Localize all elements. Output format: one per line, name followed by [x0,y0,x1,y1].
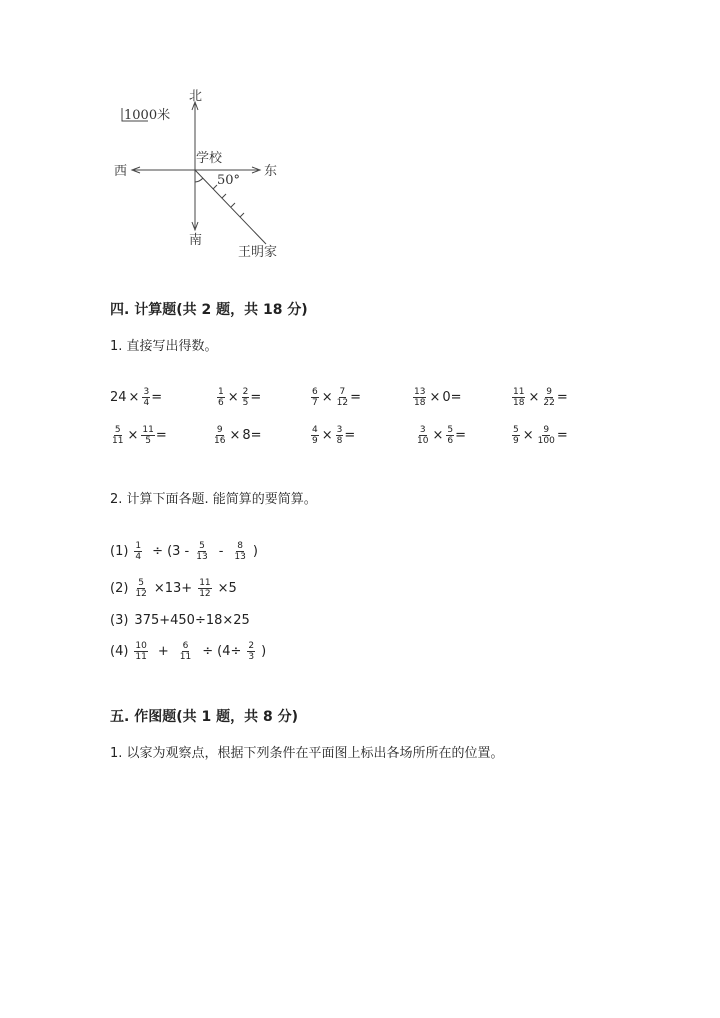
calc-problem-1 [110,541,258,562]
equals: = [350,390,361,405]
fraction [336,425,344,446]
problem-label: (4) [110,644,129,659]
calc-problem-3 [110,613,250,628]
operator: × [522,428,534,443]
fraction [413,387,426,408]
equals: = [450,390,462,405]
fraction [336,387,349,408]
south-label: 南 [189,233,203,248]
denominator: 13 [196,552,208,562]
equals: = [155,428,167,443]
operand: ×5 [217,581,237,596]
operator: × [229,428,241,443]
operator: - [218,544,224,559]
fraction [111,425,124,446]
problem-label: (1) [110,544,129,559]
numerator: 11 [142,425,154,435]
fraction [311,425,319,446]
denominator: 4 [135,552,142,562]
denominator: 100 [537,436,555,446]
numerator: 6 [182,641,189,651]
expression-r1-4 [412,387,462,408]
denominator: 22 [543,398,555,408]
denominator: 11 [179,652,192,662]
fraction [416,425,429,446]
fraction [233,541,246,562]
denominator: 12 [135,589,147,599]
operand: ×13+ [153,581,193,596]
equals: = [556,390,568,405]
fraction [134,641,147,662]
numerator: 5 [199,541,205,551]
scale-label: 1000米 [124,108,171,123]
operator: × [321,390,333,405]
operator: × [528,390,540,405]
equals: = [151,390,163,405]
scale-tick [231,203,235,207]
operand: 0 [442,390,451,405]
numerator: 7 [339,387,346,397]
operator: × [432,428,444,443]
numerator: 5 [138,578,145,588]
denominator: 9 [312,436,318,446]
numerator: 1 [218,387,224,397]
fraction [179,641,192,662]
operator: × [227,390,239,405]
direction-map-svg [108,86,298,262]
expression-r1-1 [110,387,162,408]
expression-r2-5 [511,425,568,446]
expression-r1-3 [310,387,361,408]
fraction [446,425,454,446]
denominator: 13 [234,552,246,562]
section5-q1: 1. 以家为观察点，根据下列条件在平面图上标出各场所所在的位置。 [110,746,504,761]
east-label: 东 [264,164,278,179]
fraction [141,425,154,446]
denominator: 9 [513,436,519,446]
denominator: 11 [135,652,147,662]
angle-arc [195,178,203,182]
scale-tick [240,213,244,217]
denominator: 5 [242,398,249,408]
problem-label: (2) [110,581,129,596]
operand: (4÷ [217,644,242,659]
fraction [512,425,520,446]
fraction [213,425,226,446]
operator: + [157,644,169,659]
operator: × [429,390,441,405]
fraction [198,578,211,599]
numerator: 1 [135,541,142,551]
west-label: 西 [114,164,128,179]
numerator: 2 [242,387,249,397]
fraction [134,541,142,562]
numerator: 11 [199,578,211,588]
operand: ) [252,544,258,559]
fraction [195,541,208,562]
home-label: 王明家 [238,245,278,260]
expression: 375+450÷18×25 [134,613,250,628]
calc-problem-2 [110,578,237,599]
expression-r1-5 [511,387,568,408]
denominator: 12 [199,589,211,599]
numerator: 5 [513,425,519,435]
fraction [537,425,556,446]
denominator: 7 [312,398,318,408]
operator: ÷ [152,544,164,559]
denominator: 18 [513,398,525,408]
equals: = [556,428,568,443]
fraction [311,387,319,408]
school-label: 学校 [196,151,223,166]
fraction [542,387,555,408]
expression-r2-2 [212,425,262,446]
north-label: 北 [189,89,203,104]
q2-prompt: 2. 计算下面各题. 能简算的要简算。 [110,492,317,507]
operand: (3 - [167,544,190,559]
operand: 8 [242,428,251,443]
denominator: 11 [112,436,124,446]
operand: 24 [110,390,127,405]
fraction [217,387,225,408]
numerator: 6 [312,387,318,397]
numerator: 9 [543,425,550,435]
numerator: 11 [513,387,525,397]
fraction [247,641,255,662]
numerator: 8 [237,541,243,551]
denominator: 3 [248,652,255,662]
numerator: 3 [336,425,343,435]
equals: = [344,428,356,443]
numerator: 2 [248,641,255,651]
numerator: 10 [135,641,147,651]
expression-r2-4 [415,425,466,446]
q1-prompt: 1. 直接写出得数。 [110,339,218,354]
numerator: 3 [419,425,426,435]
operator: × [127,428,139,443]
denominator: 6 [218,398,224,408]
expression-r2-1 [110,425,167,446]
denominator: 10 [417,436,429,446]
denominator: 6 [447,436,454,446]
operator: × [128,390,140,405]
numerator: 4 [312,425,318,435]
fraction [242,387,250,408]
denominator: 18 [414,398,426,408]
fraction [142,387,150,408]
fraction [134,578,147,599]
equals: = [250,428,262,443]
section5-title: 五. 作图题(共 1 题，共 8 分) [110,709,298,725]
expression-r1-2 [216,387,261,408]
calc-problem-4 [110,641,266,662]
operator: × [321,428,333,443]
expression-r2-3 [310,425,355,446]
denominator: 8 [336,436,343,446]
section4-title: 四. 计算题(共 2 题，共 18 分) [110,302,308,318]
fraction [512,387,525,408]
numerator: 5 [447,425,454,435]
numerator: 9 [546,387,552,397]
denominator: 12 [336,398,349,408]
equals: = [455,428,466,443]
operator: ÷ [202,644,214,659]
denominator: 5 [145,436,151,446]
equals: = [250,390,262,405]
numerator: 5 [114,425,121,435]
angle-label: 50° [217,173,241,188]
direction-map-diagram [108,86,298,262]
denominator: 16 [214,436,226,446]
numerator: 3 [143,387,150,397]
numerator: 13 [414,387,426,397]
numerator: 9 [216,425,223,435]
scale-tick [222,194,226,198]
operand: ) [261,644,267,659]
problem-label: (3) [110,613,129,628]
denominator: 4 [143,398,150,408]
